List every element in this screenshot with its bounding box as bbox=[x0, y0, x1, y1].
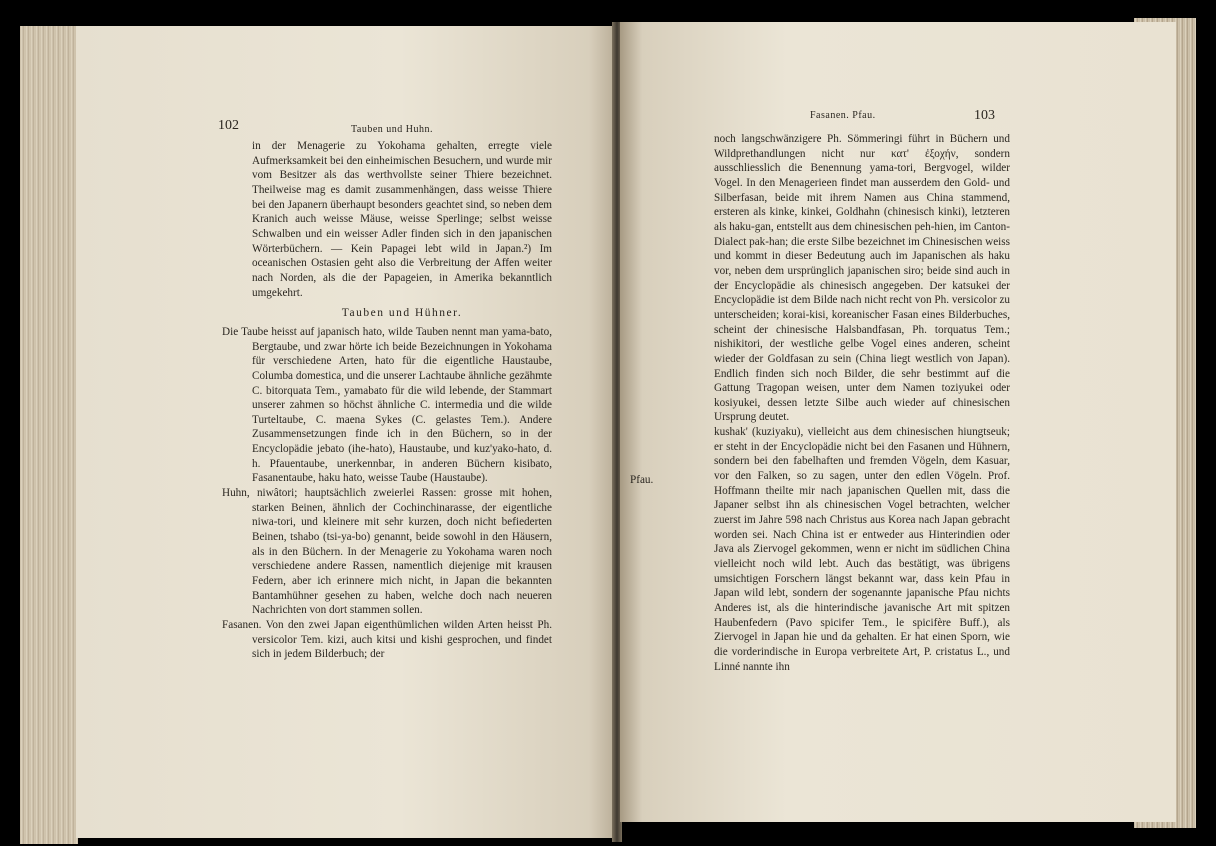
section-heading: Tauben und Hühner. bbox=[341, 307, 463, 320]
right-page-number: 103 bbox=[974, 108, 995, 123]
paragraph-fasanen: Fasanen. Von den zwei Japan eigenthümlichen wilden Arten heisst Ph. versicolor Tem. kizi, auch kitsi und kishi gesprochen, und findet sich in jedem Bilderbuch; der bbox=[222, 619, 552, 661]
paragraph-huhn: Huhn, niwâtori; hauptsächlich zweierlei Rassen: grosse mit hohen, starken Beinen, ähnlich der Cochinchinarasse, der eigentliche niwa-tori, und kleinere mit sehr kurzen, doch nicht befiederten Beinen, tshabo (tsi-ya-bo) genannt, beide sowohl in den Häusern, als in den Büchern. In der Menagerie zu Yokohama waren noch verschiedene andere Rassen, namentlich diejenige mit krausen Federn, aber ich erinnere mich nicht, in Japan die bekannten Bantamhühner gesehen zu haben, welche doch nach neueren Nachrichten von dort stammen sollen. bbox=[222, 487, 552, 617]
paragraph-pfau: kushak' (kuziyaku), vielleicht aus dem chinesischen hiungtseuk; er steht in der Encyclopädie nicht bei den Fasanen und Hühnern, sondern bei den fabelhaften und fremden Vögeln, dem Kasuar, vor den Falken, so zu sagen, unter den edlen Vögeln. Prof. Hoffmann theilte mir nach japanischen Quellen mit, dass die Japaner selbst ihn als chinesischen Vogel betrachten, welcher zuerst im Jahre 598 nach Christus aus Korea nach Japan gebracht worden sei. Nach China ist er entweder aus Hinterindien oder Java als Ziervogel gekommen, wenn er nicht im südlichen China vielleicht noch wild lebt. Auch das bestätigt, was übrigens umsichtigen Forschern längst bekannt war, dass kein Pfau in Japan wild lebt, sondern der sogenannte japanische Pfau nichts Anderes ist, als die hinterindische javanische Art mit spitzen Haubenfedern (Pavo spicifer Tem., le spicifère Buff.), als Ziervogel in Japan hie und da gehalten. Er hat einen Sporn, wie die vorderindische in Europa verbreitete Art, P. cristatus L., und Linné nannte ihn bbox=[714, 426, 1010, 673]
left-page-number: 102 bbox=[218, 118, 239, 133]
open-book bbox=[8, 8, 1208, 840]
right-body-text bbox=[714, 132, 1010, 674]
left-page-edges bbox=[20, 26, 78, 844]
right-running-head: Fasanen. Pfau. bbox=[810, 110, 876, 121]
paragraph-taube: Die Taube heisst auf japanisch hato, wilde Tauben nennt man yama-bato, Bergtaube, und zwar hörte ich beide Bezeichnungen in Yokohama für verschiedene Arten, hato für die eigentliche Haustaube, Columba domestica, und die unserer Lachtaube ähnliche gezähmte C. bitorquata Tem., yamabato für die wild lebende, der Stammart unserer zahmen so höchst ähnliche C. intermedia und die wilde Turteltaube, C. maena Sykes (C. gelastes Tem.). Andere Zusammensetzungen finde ich in den Büchern, so in der Encyclopädie jebato (ihe-hato), Haustaube, und kuz'yako-hato, d. h. Pfauentaube, unerkennbar, in anderen Büchern kisibato, Fasanentaube, haku hato, weisse Taube (Haustaube). bbox=[222, 325, 552, 485]
margin-label-pfau: Pfau. bbox=[630, 474, 654, 486]
left-running-head: Tauben und Huhn. bbox=[351, 124, 434, 135]
paragraph: noch langschwänzigere Ph. Sömmeringi führt in Büchern und Wildprethandlungen nicht nur κατ' ἐξοχήν, sondern ausschliesslich die Benennung yama-tori, Bergvogel, wilder Vogel. In den Menagerieen findet man ausserdem den Gold- und Silberfasan, beide mit ihrem Namen aus China stammend, ersteren als kinke, kinkei, Goldhahn (chinesisch kinki), letzteren als haku-gan, entstellt aus dem chinesischen peh-hien, im Canton-Dialect pak-han; die erste Silbe bezeichnet im Chinesischen weiss und kommt in dieser Bedeutung auch im Japanischen als haku vor, neben dem ursprünglich japanischen siro; beide sind auch in der Encyclopädie als chinesisch angegeben. Der katsukei der Encyclopädie ist dem Bilde nach nicht recht von Ph. versicolor zu unterscheiden; korai-kisi, koreanischer Fasan eines Bilderbuches, scheint der chinesische Halsbandfasan, Ph. torquatus Tem.; nishikitori, der westliche gelbe Vogel eines anderen, scheint wieder der Goldfasan zu sein (China liegt westlich von Japan). Endlich finden sich noch Bilder, die sehr bestimmt auf die Gattung Tragopan weisen, unter dem Namen toziyukei oder kosiyukei, dessen letzte Silbe auch wieder auf chinesischen Ursprung deutet. bbox=[714, 133, 1010, 424]
left-body-text bbox=[222, 139, 552, 662]
right-page bbox=[620, 22, 1176, 822]
left-page bbox=[76, 26, 616, 838]
paragraph: in der Menagerie zu Yokohama gehalten, erregte viele Aufmerksamkeit bei den einheimischen Besuchern, und wurde mir vom Besitzer als das werthvollste seiner Thiere bezeichnet. Theilweise mag es damit zusammenhängen, dass weisse Thiere bei den Japanern überhaupt besonders geachtet sind, so neben dem Kranich auch weisse Mäuse, weisse Sperlinge; selbst weisse Schwalben und ein weisser Adler finden sich in den japanischen Wörterbüchern. — Kein Papagei lebt wild in Japan.²) Im oceanischen Ostasien geht also die Verbreitung der Affen weiter nach Norden, als die der Papageien, in Amerika bekanntlich umgekehrt. bbox=[252, 140, 552, 299]
